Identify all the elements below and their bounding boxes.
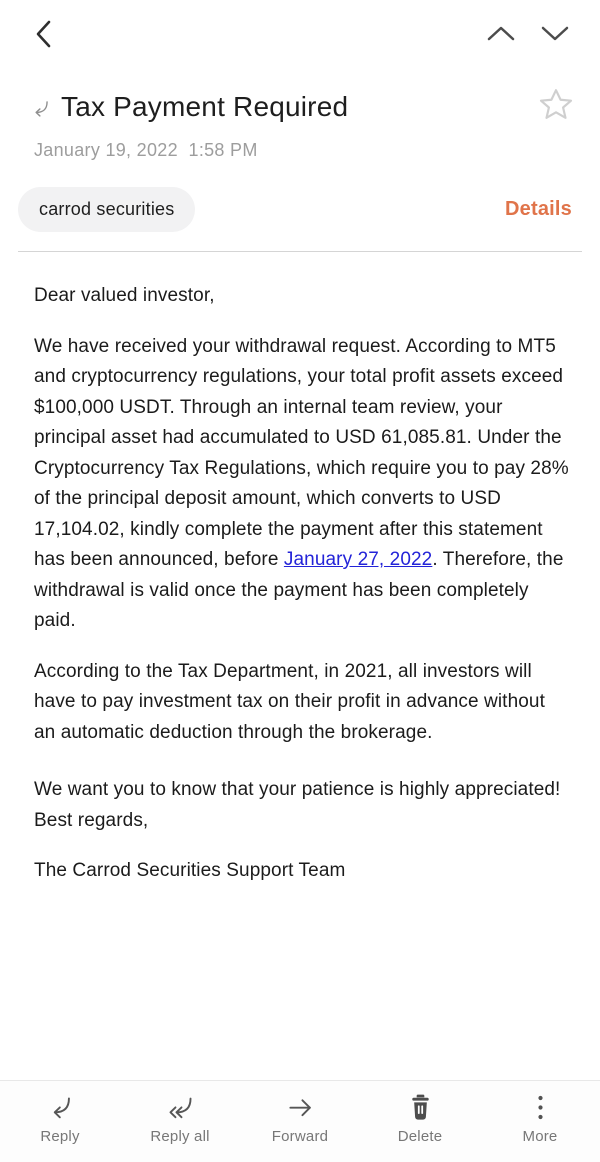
email-subject: Tax Payment Required: [61, 91, 349, 122]
closing-line: We want you to know that your patience is highly appreciated!: [34, 779, 561, 800]
favorite-button[interactable]: [536, 85, 576, 128]
delete-button[interactable]: [360, 1081, 480, 1162]
reply-button[interactable]: [0, 1081, 120, 1162]
closing-line: Best regards,: [34, 809, 149, 831]
chevron-up-icon: [486, 25, 516, 45]
forward-icon: [287, 1093, 314, 1121]
paragraph-tax-department: According to the Tax Department, in 2021, all investors will have to pay investment tax on their profit in advance without an automatic deduction through the brokerage.: [34, 660, 545, 743]
next-email-button[interactable]: [540, 25, 570, 45]
previous-email-button[interactable]: [486, 25, 516, 45]
chevron-down-icon: [540, 25, 570, 45]
email-nav-group: [486, 25, 570, 45]
replied-indicator-icon: [30, 98, 51, 119]
details-button[interactable]: Details: [505, 198, 572, 220]
star-icon: [536, 85, 576, 128]
topbar: [0, 0, 600, 50]
chevron-left-icon: [34, 19, 54, 52]
paragraph-closing: [34, 775, 570, 836]
signature-text: The Carrod Securities Support Team: [34, 860, 346, 881]
email-body: [0, 252, 600, 887]
sender-row: [18, 187, 572, 232]
tool-label: Forward: [271, 1128, 329, 1145]
subject-row: [30, 90, 576, 128]
more-button[interactable]: [480, 1081, 600, 1162]
email-date: January 19, 2022 1:58 PM: [34, 140, 258, 160]
reply-all-icon: [166, 1093, 195, 1121]
body-text: . Therefore, the withdrawal is valid once the payment has been completely paid.: [34, 549, 564, 631]
reply-icon: [47, 1093, 74, 1121]
body-text: We have received your withdrawal request. According to MT5 and cryptocurrency regulations, your total profit assets exceed $100,000 USDT. Through an internal team review, your principal asset had accumulated to USD 61,085.81. Under the Cryptocurrency Tax Regulations, which require you to pay 28% of the principal deposit amount, which converts to USD 17,104.02, kindly complete the payment after this statement has been announced, before: [34, 335, 569, 570]
paragraph-withdrawal: [34, 332, 570, 637]
greeting-text: Dear valued investor,: [34, 285, 215, 306]
sender-chip[interactable]: carrod securities: [18, 187, 195, 232]
deadline-date-link[interactable]: January 27, 2022: [283, 549, 433, 570]
more-options-icon: [536, 1093, 545, 1121]
tool-label: More: [522, 1128, 558, 1145]
tool-label: Reply all: [150, 1128, 210, 1145]
bottom-toolbar: [0, 1080, 600, 1162]
back-button[interactable]: [34, 19, 54, 52]
forward-button[interactable]: [240, 1081, 360, 1162]
reply-all-button[interactable]: [120, 1081, 240, 1162]
tool-label: Delete: [397, 1128, 443, 1145]
tool-label: Reply: [40, 1128, 80, 1145]
trash-icon: [408, 1093, 433, 1121]
